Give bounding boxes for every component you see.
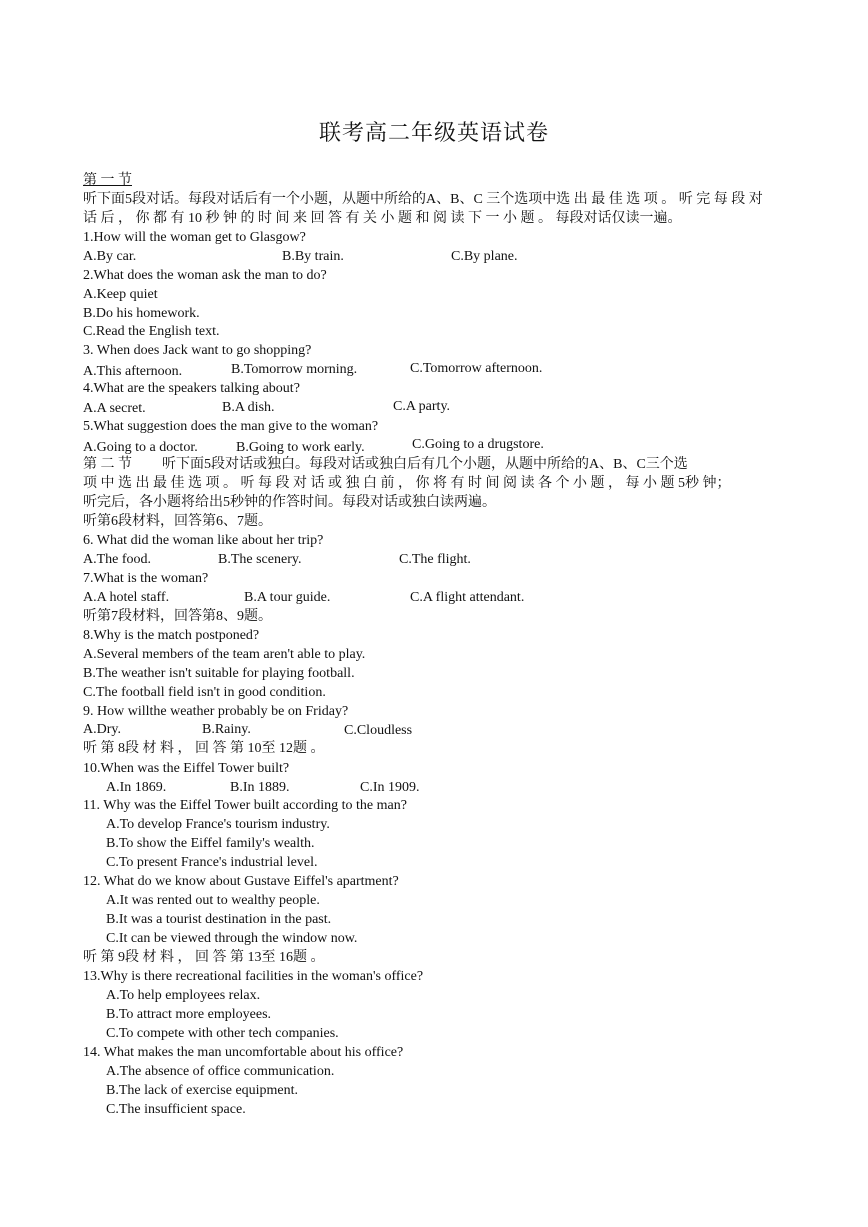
- q8-option-c: C.The football field isn't in good condition.: [83, 685, 326, 700]
- question-7: 7.What is the woman?: [83, 571, 209, 586]
- q1-option-c: C.By plane.: [451, 249, 518, 264]
- material-note-7: 听第7段材料，回答第8、9题。: [83, 609, 272, 624]
- q12-option-a: A.It was rented out to wealthy people.: [106, 893, 320, 908]
- q6-option-c: C.The flight.: [399, 552, 471, 567]
- question-10: 10.When was the Eiffel Tower built?: [83, 761, 290, 776]
- q10-option-c: C.In 1909.: [360, 780, 420, 795]
- q12-option-c: C.It can be viewed through the window now.: [106, 931, 358, 946]
- section2-instructions-1: 听下面5段对话或独白。每段对话或独白后有几个小题，从题中所给的A、B、C三个选: [162, 457, 688, 472]
- q7-option-a: A.A hotel staff.: [83, 590, 170, 605]
- section2-heading: 第 二 节: [83, 457, 132, 472]
- q2-option-b: B.Do his homework.: [83, 306, 200, 321]
- question-13: 13.Why is there recreational facilities in the woman's office?: [83, 969, 424, 984]
- q13-option-c: C.To compete with other tech companies.: [106, 1026, 339, 1041]
- q7-option-c: C.A flight attendant.: [410, 590, 525, 605]
- section2-instructions-2: 项 中 选 出 最 佳 选 项 。 听 每 段 对 话 或 独 白 前 ， 你 将 有 时 间 阅 读 各 个 小 题 ， 每 小 题 5秒 钟；: [83, 476, 731, 491]
- q13-option-b: B.To attract more employees.: [106, 1007, 272, 1022]
- q4-option-b: B.A dish.: [222, 400, 275, 415]
- question-11: 11. Why was the Eiffel Tower built according to the man?: [83, 798, 407, 813]
- question-14: 14. What makes the man uncomfortable about his office?: [83, 1045, 404, 1060]
- q2-option-a: A.Keep quiet: [83, 287, 158, 302]
- question-4: 4.What are the speakers talking about?: [83, 381, 300, 396]
- q8-option-b: B.The weather isn't suitable for playing football.: [83, 666, 355, 681]
- section2-instructions-3: 听完后，各小题将给出5秒钟的作答时间。每段对话或独白读两遍。: [83, 495, 496, 510]
- q10-option-a: A.In 1869.: [106, 780, 167, 795]
- q5-option-a: A.Going to a doctor.: [83, 440, 198, 455]
- question-6: 6. What did the woman like about her trip?: [83, 533, 324, 548]
- material-note-9: 听 第 9段 材 料 ， 回 答 第 13至 16题 。: [83, 950, 325, 965]
- q10-option-b: B.In 1889.: [230, 780, 290, 795]
- q14-option-b: B.The lack of exercise equipment.: [106, 1083, 299, 1098]
- section1-heading: 第 一 节: [83, 173, 132, 188]
- q5-option-b: B.Going to work early.: [236, 440, 365, 455]
- q14-option-a: A.The absence of office communication.: [106, 1064, 335, 1079]
- section1-instructions-2: 话 后 ， 你 都 有 10 秒 钟 的 时 间 来 回 答 有 关 小 题 和 阅 读 下 一 小 题 。 每段对话仅读一遍。: [83, 211, 682, 226]
- material-note-6: 听第6段材料，回答第6、7题。: [83, 514, 272, 529]
- q6-option-b: B.The scenery.: [218, 552, 302, 567]
- q6-option-a: A.The food.: [83, 552, 152, 567]
- question-9: 9. How willthe weather probably be on Friday?: [83, 704, 349, 719]
- q8-option-a: A.Several members of the team aren't able to play.: [83, 647, 366, 662]
- q14-option-c: C.The insufficient space.: [106, 1102, 246, 1117]
- question-3: 3. When does Jack want to go shopping?: [83, 343, 312, 358]
- q4-option-c: C.A party.: [393, 399, 451, 414]
- q4-option-a: A.A secret.: [83, 401, 146, 416]
- q7-option-b: B.A tour guide.: [244, 590, 331, 605]
- q11-option-a: A.To develop France's tourism industry.: [106, 817, 330, 832]
- q2-option-c: C.Read the English text.: [83, 324, 220, 339]
- question-12: 12. What do we know about Gustave Eiffel's apartment?: [83, 874, 399, 889]
- q9-option-b: B.Rainy.: [202, 722, 251, 737]
- q9-option-a: A.Dry.: [83, 722, 121, 737]
- q1-option-a: A.By car.: [83, 249, 137, 264]
- q11-option-c: C.To present France's industrial level.: [106, 855, 318, 870]
- q9-option-c: C.Cloudless: [344, 723, 413, 738]
- q3-option-c: C.Tomorrow afternoon.: [410, 361, 543, 376]
- q13-option-a: A.To help employees relax.: [106, 988, 261, 1003]
- q3-option-a: A.This afternoon.: [83, 364, 183, 379]
- question-2: 2.What does the woman ask the man to do?: [83, 268, 327, 283]
- material-note-8: 听 第 8段 材 料 ， 回 答 第 10至 12题 。: [83, 741, 325, 756]
- question-5: 5.What suggestion does the man give to the woman?: [83, 419, 379, 434]
- q11-option-b: B.To show the Eiffel family's wealth.: [106, 836, 315, 851]
- exam-title: 联考高二年级英语试卷: [318, 120, 549, 145]
- q3-option-b: B.Tomorrow morning.: [231, 362, 358, 377]
- q1-option-b: B.By train.: [282, 249, 344, 264]
- question-8: 8.Why is the match postponed?: [83, 628, 260, 643]
- question-1: 1.How will the woman get to Glasgow?: [83, 230, 306, 245]
- section1-instructions-1: 听下面5段对话。每段对话后有一个小题，从题中所给的A、B、C 三个选项中选 出 最 佳 选 项 。 听 完 每 段 对: [83, 192, 763, 207]
- q5-option-c: C.Going to a drugstore.: [412, 437, 544, 452]
- q12-option-b: B.It was a tourist destination in the past.: [106, 912, 332, 927]
